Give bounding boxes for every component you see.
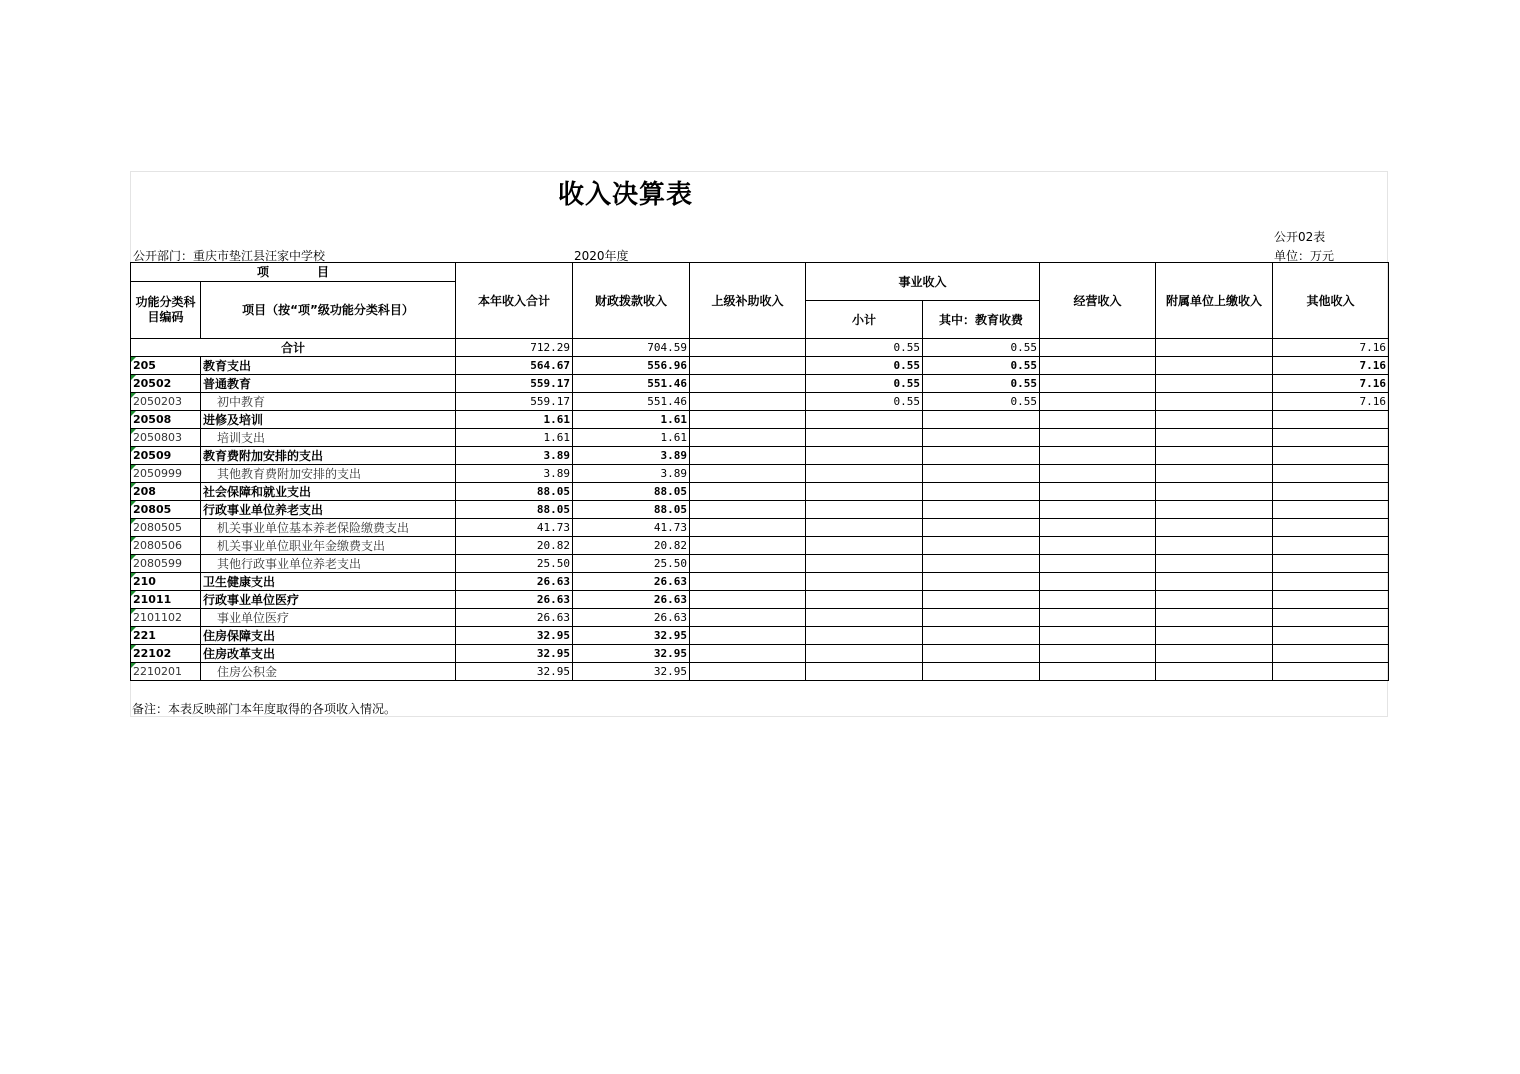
table-row xyxy=(131,483,1389,501)
fiscal-cell: 41.73 xyxy=(573,519,690,537)
operating-cell xyxy=(1040,375,1156,393)
total-cell: 559.17 xyxy=(456,393,573,411)
edu-cell xyxy=(923,447,1040,465)
total-cell: 1.61 xyxy=(456,429,573,447)
form-number: 公开02表 xyxy=(1274,230,1326,244)
func-code-cell: 2080505 xyxy=(131,519,201,537)
table-row xyxy=(131,429,1389,447)
table-row xyxy=(131,609,1389,627)
other-cell xyxy=(1273,591,1389,609)
affiliated-cell xyxy=(1156,519,1273,537)
affiliated-cell xyxy=(1156,573,1273,591)
item-name-cell: 住房公积金 xyxy=(201,663,456,681)
unit-label: 单位：万元 xyxy=(1274,249,1335,263)
superior-cell xyxy=(690,645,806,663)
table-row xyxy=(131,573,1389,591)
header-total: 本年收入合计 xyxy=(456,263,573,339)
subtotal-cell: 0.55 xyxy=(806,375,923,393)
fiscal-cell: 1.61 xyxy=(573,429,690,447)
table-row xyxy=(131,501,1389,519)
edu-cell xyxy=(923,483,1040,501)
fiscal-year: 2020年度 xyxy=(574,249,629,263)
total-cell: 20.82 xyxy=(456,537,573,555)
table-row xyxy=(131,627,1389,645)
header-business: 事业收入 xyxy=(806,263,1040,301)
subtotal-cell xyxy=(806,519,923,537)
total-cell: 26.63 xyxy=(456,609,573,627)
affiliated-cell xyxy=(1156,357,1273,375)
other-cell xyxy=(1273,411,1389,429)
edu-cell: 0.55 xyxy=(923,339,1040,357)
total-cell: 88.05 xyxy=(456,483,573,501)
fiscal-cell: 25.50 xyxy=(573,555,690,573)
fiscal-cell: 32.95 xyxy=(573,663,690,681)
subtotal-cell: 0.55 xyxy=(806,357,923,375)
edu-cell xyxy=(923,645,1040,663)
operating-cell xyxy=(1040,573,1156,591)
total-cell: 3.89 xyxy=(456,465,573,483)
item-name-cell: 行政事业单位养老支出 xyxy=(201,501,456,519)
operating-cell xyxy=(1040,411,1156,429)
superior-cell xyxy=(690,429,806,447)
func-code-cell: 2050203 xyxy=(131,393,201,411)
affiliated-cell xyxy=(1156,393,1273,411)
affiliated-cell xyxy=(1156,537,1273,555)
func-code-cell: 22102 xyxy=(131,645,201,663)
func-code-cell: 2050803 xyxy=(131,429,201,447)
subtotal-cell xyxy=(806,555,923,573)
item-name-cell: 社会保障和就业支出 xyxy=(201,483,456,501)
func-code-cell: 2080506 xyxy=(131,537,201,555)
superior-cell xyxy=(690,609,806,627)
item-name-cell: 普通教育 xyxy=(201,375,456,393)
income-table xyxy=(130,262,1389,681)
total-cell: 26.63 xyxy=(456,573,573,591)
other-cell xyxy=(1273,609,1389,627)
other-cell xyxy=(1273,483,1389,501)
superior-cell xyxy=(690,519,806,537)
table-row xyxy=(131,357,1389,375)
affiliated-cell xyxy=(1156,465,1273,483)
fiscal-cell: 88.05 xyxy=(573,483,690,501)
superior-cell xyxy=(690,483,806,501)
operating-cell xyxy=(1040,465,1156,483)
item-name-cell: 初中教育 xyxy=(201,393,456,411)
operating-cell xyxy=(1040,591,1156,609)
other-cell: 7.16 xyxy=(1273,339,1389,357)
fiscal-cell: 551.46 xyxy=(573,375,690,393)
other-cell xyxy=(1273,519,1389,537)
operating-cell xyxy=(1040,357,1156,375)
edu-cell xyxy=(923,465,1040,483)
superior-cell xyxy=(690,573,806,591)
fiscal-cell: 704.59 xyxy=(573,339,690,357)
total-cell: 32.95 xyxy=(456,663,573,681)
affiliated-cell xyxy=(1156,627,1273,645)
table-row xyxy=(131,393,1389,411)
fiscal-cell: 32.95 xyxy=(573,627,690,645)
total-cell: 3.89 xyxy=(456,447,573,465)
subtotal-cell xyxy=(806,591,923,609)
operating-cell xyxy=(1040,339,1156,357)
fiscal-cell: 26.63 xyxy=(573,609,690,627)
department-label: 公开部门：重庆市垫江县汪家中学校 xyxy=(133,249,326,263)
fiscal-cell: 551.46 xyxy=(573,393,690,411)
other-cell xyxy=(1273,627,1389,645)
affiliated-cell xyxy=(1156,447,1273,465)
edu-cell xyxy=(923,663,1040,681)
header-affiliated: 附属单位上缴收入 xyxy=(1156,263,1273,339)
subtotal-cell xyxy=(806,609,923,627)
item-name-cell: 教育支出 xyxy=(201,357,456,375)
superior-cell xyxy=(690,447,806,465)
func-code-cell: 2050999 xyxy=(131,465,201,483)
total-cell: 25.50 xyxy=(456,555,573,573)
operating-cell xyxy=(1040,429,1156,447)
total-cell: 26.63 xyxy=(456,591,573,609)
item-name-cell: 机关事业单位基本养老保险缴费支出 xyxy=(201,519,456,537)
table-row xyxy=(131,645,1389,663)
total-cell: 32.95 xyxy=(456,627,573,645)
operating-cell xyxy=(1040,501,1156,519)
operating-cell xyxy=(1040,393,1156,411)
other-cell xyxy=(1273,663,1389,681)
operating-cell xyxy=(1040,645,1156,663)
affiliated-cell xyxy=(1156,591,1273,609)
header-fiscal: 财政拨款收入 xyxy=(573,263,690,339)
header-operating: 经营收入 xyxy=(1040,263,1156,339)
fiscal-cell: 3.89 xyxy=(573,447,690,465)
item-name-cell: 事业单位医疗 xyxy=(201,609,456,627)
other-cell xyxy=(1273,645,1389,663)
subtotal-cell xyxy=(806,663,923,681)
fiscal-cell: 3.89 xyxy=(573,465,690,483)
table-row xyxy=(131,537,1389,555)
header-project: 项 目 xyxy=(131,263,456,282)
edu-cell xyxy=(923,537,1040,555)
edu-cell: 0.55 xyxy=(923,375,1040,393)
superior-cell xyxy=(690,591,806,609)
fiscal-cell: 32.95 xyxy=(573,645,690,663)
func-code-cell: 208 xyxy=(131,483,201,501)
other-cell xyxy=(1273,537,1389,555)
func-code-cell: 2210201 xyxy=(131,663,201,681)
total-cell: 88.05 xyxy=(456,501,573,519)
edu-cell: 0.55 xyxy=(923,393,1040,411)
func-code-cell: 210 xyxy=(131,573,201,591)
table-row xyxy=(131,375,1389,393)
table-row xyxy=(131,591,1389,609)
operating-cell xyxy=(1040,537,1156,555)
edu-cell: 0.55 xyxy=(923,357,1040,375)
item-name-cell: 住房改革支出 xyxy=(201,645,456,663)
edu-cell xyxy=(923,519,1040,537)
affiliated-cell xyxy=(1156,375,1273,393)
edu-cell xyxy=(923,429,1040,447)
item-name-cell: 行政事业单位医疗 xyxy=(201,591,456,609)
total-cell: 712.29 xyxy=(456,339,573,357)
fiscal-cell: 88.05 xyxy=(573,501,690,519)
item-name-cell: 培训支出 xyxy=(201,429,456,447)
item-name-cell: 进修及培训 xyxy=(201,411,456,429)
affiliated-cell xyxy=(1156,483,1273,501)
fiscal-cell: 26.63 xyxy=(573,591,690,609)
subtotal-cell xyxy=(806,465,923,483)
other-cell: 7.16 xyxy=(1273,375,1389,393)
edu-cell xyxy=(923,591,1040,609)
total-cell: 32.95 xyxy=(456,645,573,663)
func-code-cell: 221 xyxy=(131,627,201,645)
item-name-cell: 教育费附加安排的支出 xyxy=(201,447,456,465)
func-code-cell: 20508 xyxy=(131,411,201,429)
superior-cell xyxy=(690,375,806,393)
item-name-cell: 其他教育费附加安排的支出 xyxy=(201,465,456,483)
other-cell: 7.16 xyxy=(1273,393,1389,411)
subtotal-cell xyxy=(806,645,923,663)
operating-cell xyxy=(1040,555,1156,573)
page-title: 收入决算表 xyxy=(558,180,694,210)
other-cell xyxy=(1273,429,1389,447)
subtotal-cell: 0.55 xyxy=(806,339,923,357)
affiliated-cell xyxy=(1156,339,1273,357)
affiliated-cell xyxy=(1156,609,1273,627)
superior-cell xyxy=(690,465,806,483)
affiliated-cell xyxy=(1156,411,1273,429)
edu-cell xyxy=(923,609,1040,627)
table-row xyxy=(131,663,1389,681)
edu-cell xyxy=(923,411,1040,429)
subtotal-cell xyxy=(806,537,923,555)
edu-cell xyxy=(923,573,1040,591)
superior-cell xyxy=(690,555,806,573)
subtotal-cell xyxy=(806,447,923,465)
affiliated-cell xyxy=(1156,429,1273,447)
func-code-cell: 2080599 xyxy=(131,555,201,573)
table-row xyxy=(131,411,1389,429)
superior-cell xyxy=(690,537,806,555)
subtotal-cell: 0.55 xyxy=(806,393,923,411)
edu-cell xyxy=(923,555,1040,573)
func-code-cell: 205 xyxy=(131,357,201,375)
subtotal-cell xyxy=(806,627,923,645)
item-name-cell: 其他行政事业单位养老支出 xyxy=(201,555,456,573)
item-name-cell: 住房保障支出 xyxy=(201,627,456,645)
header-other: 其他收入 xyxy=(1273,263,1389,339)
operating-cell xyxy=(1040,609,1156,627)
header-education-fee: 其中：教育收费 xyxy=(923,301,1040,339)
fiscal-cell: 1.61 xyxy=(573,411,690,429)
fiscal-cell: 26.63 xyxy=(573,573,690,591)
other-cell xyxy=(1273,501,1389,519)
func-code-cell: 20509 xyxy=(131,447,201,465)
subtotal-cell xyxy=(806,573,923,591)
superior-cell xyxy=(690,393,806,411)
table-row xyxy=(131,447,1389,465)
other-cell xyxy=(1273,555,1389,573)
subtotal-cell xyxy=(806,501,923,519)
other-cell xyxy=(1273,573,1389,591)
func-code-cell: 2101102 xyxy=(131,609,201,627)
subtotal-cell xyxy=(806,483,923,501)
operating-cell xyxy=(1040,663,1156,681)
superior-cell xyxy=(690,627,806,645)
operating-cell xyxy=(1040,627,1156,645)
func-code-cell: 21011 xyxy=(131,591,201,609)
item-name-cell: 卫生健康支出 xyxy=(201,573,456,591)
edu-cell xyxy=(923,627,1040,645)
total-row xyxy=(131,339,1389,357)
table-row xyxy=(131,519,1389,537)
subtotal-cell xyxy=(806,429,923,447)
total-cell: 41.73 xyxy=(456,519,573,537)
total-cell: 559.17 xyxy=(456,375,573,393)
other-cell xyxy=(1273,447,1389,465)
header-func-code: 功能分类科目编码 xyxy=(131,282,201,339)
fiscal-cell: 556.96 xyxy=(573,357,690,375)
fiscal-cell: 20.82 xyxy=(573,537,690,555)
header-subtotal: 小计 xyxy=(806,301,923,339)
affiliated-cell xyxy=(1156,501,1273,519)
total-cell: 1.61 xyxy=(456,411,573,429)
superior-cell xyxy=(690,411,806,429)
header-item-name: 项目（按“项”级功能分类科目） xyxy=(201,282,456,339)
operating-cell xyxy=(1040,519,1156,537)
superior-cell xyxy=(690,501,806,519)
func-code-cell: 20805 xyxy=(131,501,201,519)
edu-cell xyxy=(923,501,1040,519)
total-cell: 564.67 xyxy=(456,357,573,375)
superior-cell xyxy=(690,339,806,357)
subtotal-cell xyxy=(806,411,923,429)
other-cell xyxy=(1273,465,1389,483)
table-row xyxy=(131,465,1389,483)
header-superior: 上级补助收入 xyxy=(690,263,806,339)
affiliated-cell xyxy=(1156,555,1273,573)
affiliated-cell xyxy=(1156,645,1273,663)
table-row xyxy=(131,555,1389,573)
superior-cell xyxy=(690,357,806,375)
affiliated-cell xyxy=(1156,663,1273,681)
operating-cell xyxy=(1040,483,1156,501)
footnote: 备注：本表反映部门本年度取得的各项收入情况。 xyxy=(132,702,397,716)
other-cell: 7.16 xyxy=(1273,357,1389,375)
func-code-cell: 20502 xyxy=(131,375,201,393)
operating-cell xyxy=(1040,447,1156,465)
total-label: 合计 xyxy=(131,339,456,357)
superior-cell xyxy=(690,663,806,681)
item-name-cell: 机关事业单位职业年金缴费支出 xyxy=(201,537,456,555)
